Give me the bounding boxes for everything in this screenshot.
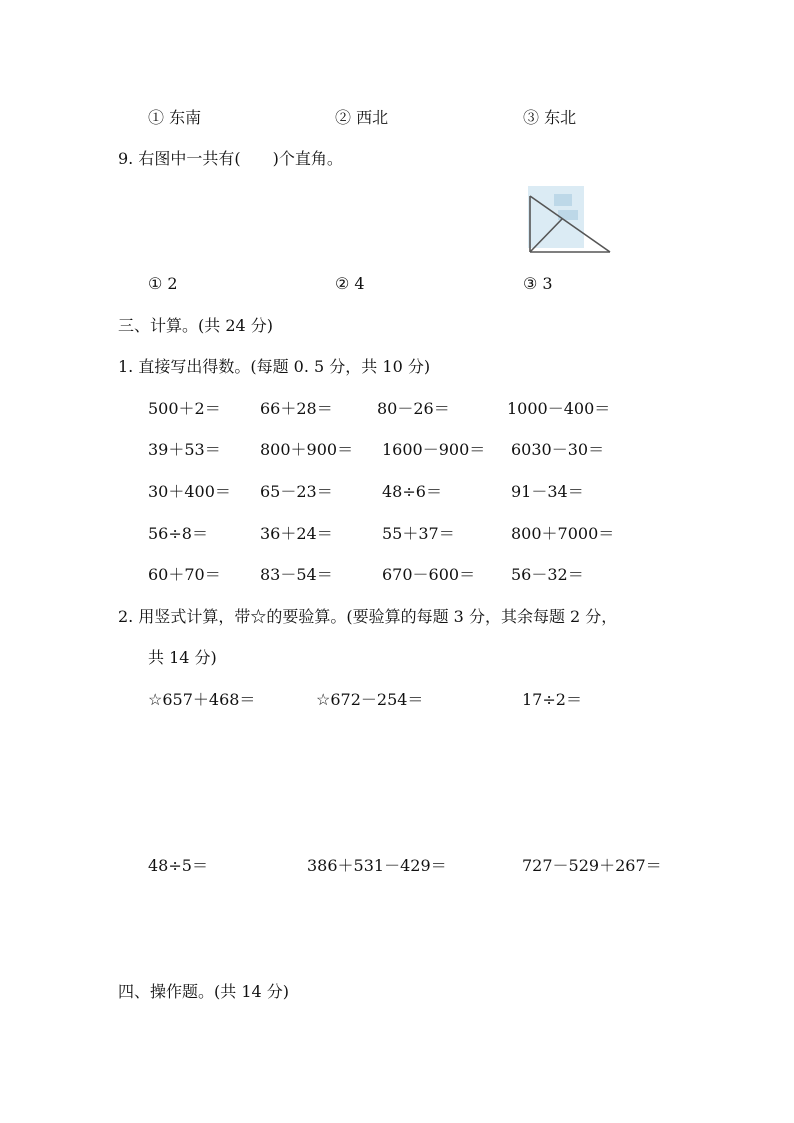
q2-title-cont: 共 14 分) [148,648,217,667]
calc-item: 56÷8＝ [148,524,208,543]
calc-item: 6030－30＝ [511,440,605,459]
q9-option-1: ① 2 [148,274,178,293]
section3-title: 三、计算。(共 24 分) [118,316,274,335]
section4-title: 四、操作题。(共 14 分) [118,982,290,1001]
triangle-figure [524,184,612,256]
calc-item: 36＋24＝ [260,524,333,543]
q9-option-3: ③ 3 [523,274,553,293]
calc-item: 30＋400＝ [148,482,231,501]
vertical-calc-item: 386＋531－429＝ [307,856,447,875]
calc-item: 83－54＝ [260,565,333,584]
q9-option-2: ② 4 [335,274,365,293]
calc-item: 65－23＝ [260,482,333,501]
calc-item: 48÷6＝ [382,482,442,501]
calc-item: 66＋28＝ [260,399,333,418]
calc-item: 800＋7000＝ [511,524,615,543]
q8-option-2: ② 西北 [335,108,389,127]
calc-item: 500＋2＝ [148,399,221,418]
vertical-calc-item: 727－529＋267＝ [522,856,662,875]
q1-title: 1. 直接写出得数。(每题 0. 5 分，共 10 分) [118,357,431,376]
vertical-calc-item: 48÷5＝ [148,856,208,875]
q9-question: 9. 右图中一共有( )个直角。 [118,149,343,168]
q2-title: 2. 用竖式计算，带☆的要验算。(要验算的每题 3 分，其余每题 2 分， [118,607,618,626]
calc-item: 800＋900＝ [260,440,354,459]
calc-item: 1000－400＝ [507,399,611,418]
vertical-calc-item: ☆672－254＝ [316,690,424,709]
calc-item: 91－34＝ [511,482,584,501]
calc-item: 60＋70＝ [148,565,221,584]
q8-option-3: ③ 东北 [523,108,577,127]
calc-item: 55＋37＝ [382,524,455,543]
vertical-calc-item: 17÷2＝ [522,690,582,709]
calc-item: 39＋53＝ [148,440,221,459]
calc-item: 1600－900＝ [382,440,486,459]
calc-item: 80－26＝ [377,399,450,418]
vertical-calc-item: ☆657＋468＝ [148,690,256,709]
calc-item: 670－600＝ [382,565,476,584]
q8-option-1: ① 东南 [148,108,202,127]
calc-item: 56－32＝ [511,565,584,584]
